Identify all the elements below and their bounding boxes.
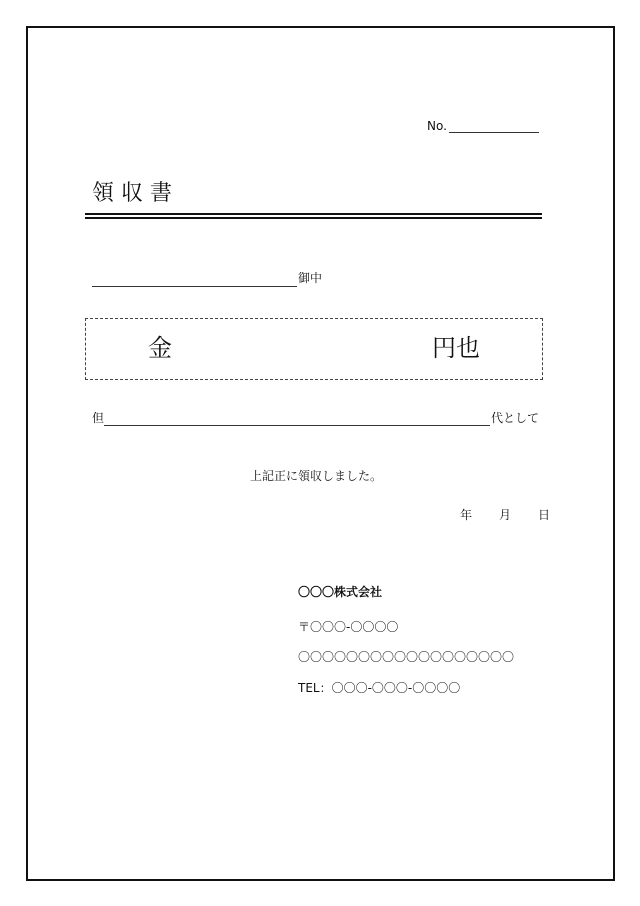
amount-prefix: 金 [148, 334, 172, 362]
title-rule-top [85, 213, 542, 215]
purpose-suffix: 代として [491, 411, 540, 425]
title-rule-bottom [85, 217, 542, 219]
amount-suffix: 円也 [432, 334, 480, 362]
receipt-no-line [449, 132, 539, 133]
date-day: 日 [538, 508, 551, 522]
issuer-tel: TEL：〇〇〇-〇〇〇-〇〇〇〇 [298, 681, 461, 695]
purpose-prefix: 但 [92, 411, 105, 425]
issuer-company: 〇〇〇株式会社 [298, 585, 383, 599]
receipt-statement: 上記正に領収しました。 [250, 469, 383, 483]
page-border [26, 26, 615, 881]
purpose-line [104, 425, 490, 426]
issuer-postal: 〒〇〇〇-〇〇〇〇 [298, 620, 399, 634]
date-month: 月 [499, 508, 512, 522]
document-title: 領 収 書 [92, 181, 172, 206]
issuer-address: 〇〇〇〇〇〇〇〇〇〇〇〇〇〇〇〇〇〇 [298, 650, 515, 664]
date-year: 年 [460, 508, 473, 522]
recipient-suffix: 御中 [298, 271, 323, 285]
recipient-line [92, 286, 297, 287]
receipt-no-label: No. [427, 119, 447, 133]
